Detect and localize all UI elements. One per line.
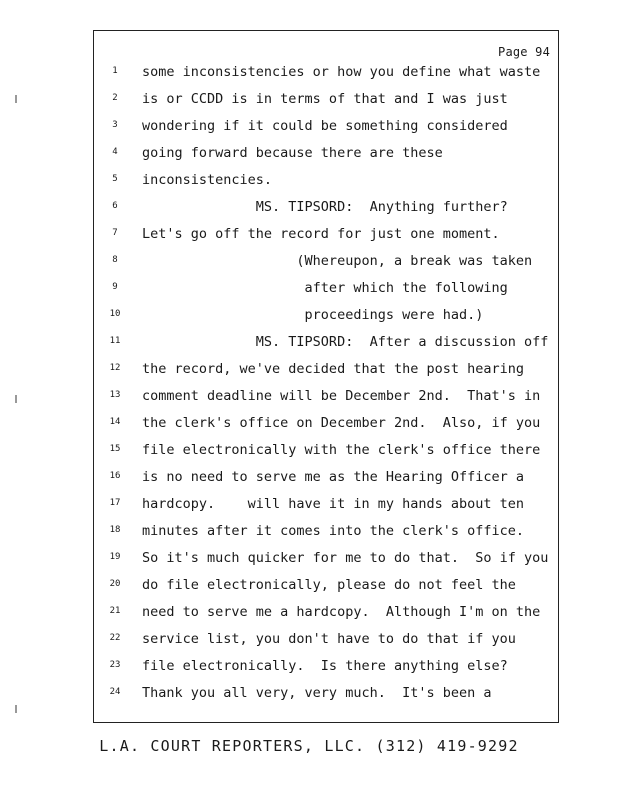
transcript-line <box>94 253 560 275</box>
margin-mark <box>15 395 17 403</box>
line-number: 24 <box>109 687 121 697</box>
reporter-footer: L.A. COURT REPORTERS, LLC. (312) 419-9292 <box>99 737 519 755</box>
transcript-line <box>94 469 560 491</box>
line-text: service list, you don't have to do that if you <box>142 631 516 647</box>
line-text: need to serve me a hardcopy. Although I'm on the <box>142 604 541 620</box>
transcript-line <box>94 118 560 140</box>
transcript-line <box>94 658 560 680</box>
line-text: file electronically with the clerk's office there <box>142 442 541 458</box>
transcript-line <box>94 442 560 464</box>
transcript-line <box>94 91 560 113</box>
transcript-line <box>94 172 560 194</box>
line-text: (Whereupon, a break was taken <box>142 253 533 269</box>
line-text: Let's go off the record for just one moment. <box>142 226 500 242</box>
line-number: 6 <box>112 201 118 211</box>
line-number: 10 <box>109 309 121 319</box>
transcript-line <box>94 496 560 518</box>
transcript-line <box>94 415 560 437</box>
line-number: 21 <box>109 606 121 616</box>
transcript-line <box>94 226 560 248</box>
transcript-line <box>94 361 560 383</box>
line-number: 20 <box>109 579 121 589</box>
line-number: 14 <box>109 417 121 427</box>
line-number: 22 <box>109 633 121 643</box>
transcript-line <box>94 334 560 356</box>
line-text: hardcopy. will have it in my hands about ten <box>142 496 525 512</box>
transcript-line <box>94 388 560 410</box>
margin-mark <box>15 95 17 103</box>
line-number: 12 <box>109 363 121 373</box>
line-text: minutes after it comes into the clerk's office. <box>142 523 525 539</box>
line-number: 19 <box>109 552 121 562</box>
line-text: comment deadline will be December 2nd. That's in <box>142 388 541 404</box>
transcript-line <box>94 577 560 599</box>
line-number: 11 <box>109 336 121 346</box>
line-text: the record, we've decided that the post hearing <box>142 361 525 377</box>
line-text: file electronically. Is there anything else? <box>142 658 508 674</box>
transcript-line <box>94 685 560 707</box>
line-number: 23 <box>109 660 121 670</box>
transcript-page <box>93 30 559 723</box>
line-text: MS. TIPSORD: Anything further? <box>142 199 508 215</box>
line-text: Thank you all very, very much. It's been a <box>142 685 492 701</box>
transcript-line <box>94 523 560 545</box>
page-number: Page 94 <box>498 45 550 59</box>
line-text: going forward because there are these <box>142 145 443 161</box>
line-number: 16 <box>109 471 121 481</box>
margin-mark <box>15 705 17 713</box>
line-number: 8 <box>112 255 118 265</box>
line-number: 4 <box>112 147 118 157</box>
transcript-line <box>94 145 560 167</box>
line-text: MS. TIPSORD: After a discussion off <box>142 334 549 350</box>
transcript-line <box>94 199 560 221</box>
transcript-line <box>94 604 560 626</box>
line-text: is or CCDD is in terms of that and I was just <box>142 91 508 107</box>
transcript-line <box>94 631 560 653</box>
transcript-line <box>94 64 560 86</box>
line-number: 13 <box>109 390 121 400</box>
line-text: do file electronically, please do not feel the <box>142 577 516 593</box>
line-number: 17 <box>109 498 121 508</box>
line-number: 1 <box>112 66 118 76</box>
line-text: some inconsistencies or how you define what waste <box>142 64 541 80</box>
line-number: 7 <box>112 228 118 238</box>
line-text: proceedings were had.) <box>142 307 484 323</box>
transcript-line <box>94 307 560 329</box>
line-number: 5 <box>112 174 118 184</box>
line-number: 3 <box>112 120 118 130</box>
line-text: is no need to serve me as the Hearing Officer a <box>142 469 525 485</box>
line-text: after which the following <box>142 280 508 296</box>
line-text: inconsistencies. <box>142 172 273 188</box>
line-number: 9 <box>112 282 118 292</box>
line-number: 2 <box>112 93 118 103</box>
line-text: So it's much quicker for me to do that. So if you <box>142 550 549 566</box>
line-text: wondering if it could be something considered <box>142 118 508 134</box>
transcript-line <box>94 550 560 572</box>
line-number: 18 <box>109 525 121 535</box>
line-number: 15 <box>109 444 121 454</box>
transcript-line <box>94 280 560 302</box>
line-text: the clerk's office on December 2nd. Also, if you <box>142 415 541 431</box>
